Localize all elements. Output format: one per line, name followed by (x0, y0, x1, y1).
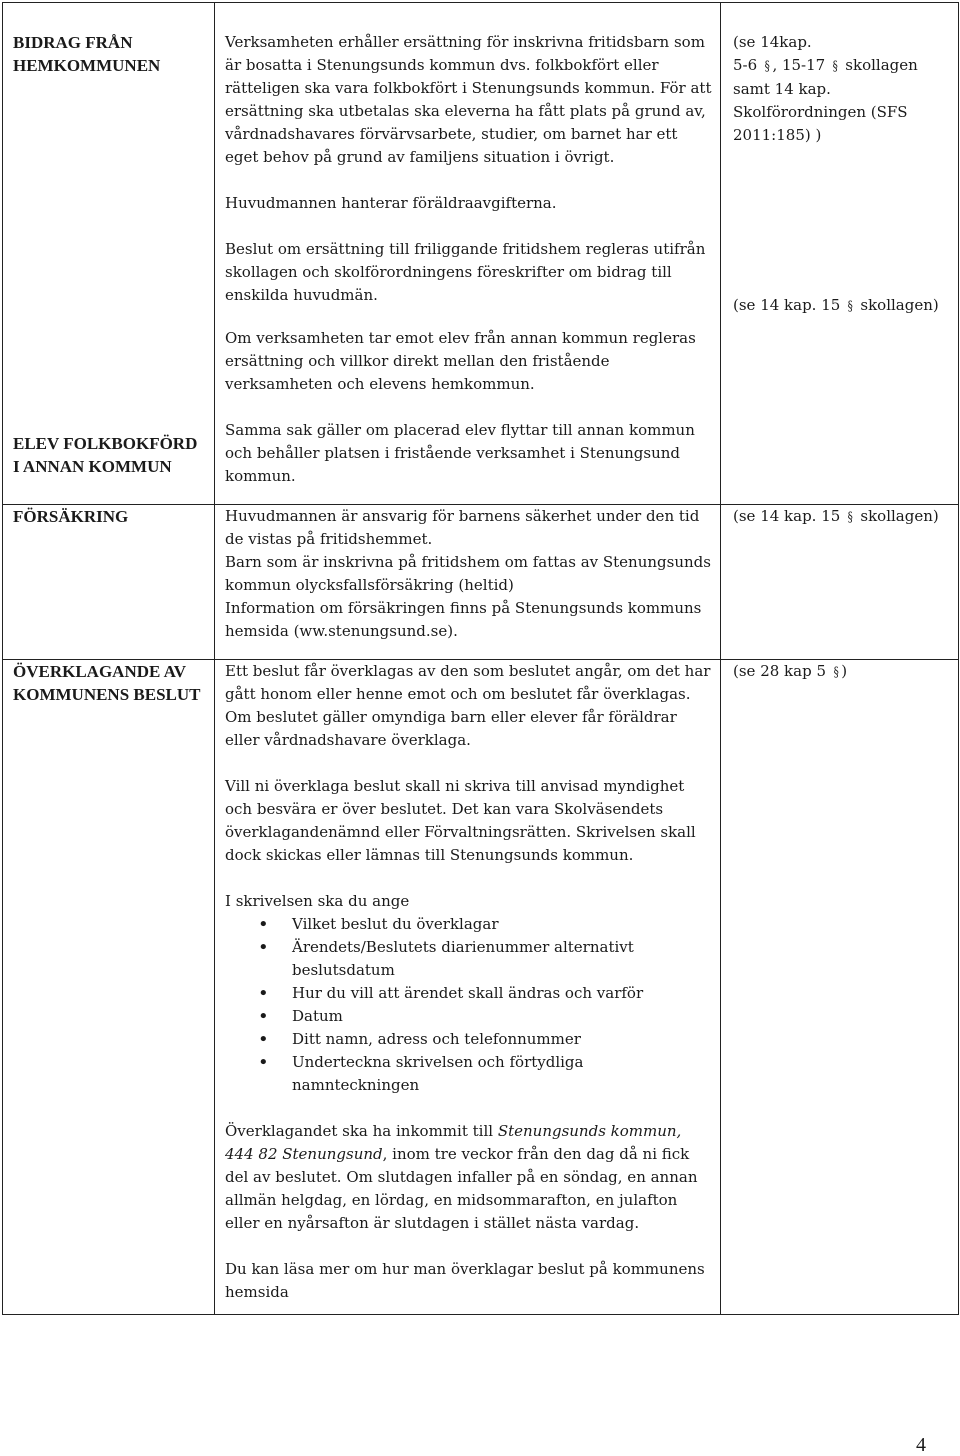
paragraph: Huvudmannen är ansvarig för barnens säkerhet under den tid de vistas på fritidshemmet. (225, 507, 700, 548)
section-sign-icon: § (847, 510, 853, 525)
row-reference-cell (721, 3, 959, 505)
law-reference: (se 14 kap. 15 § skollagen) (721, 147, 958, 318)
table-row (3, 505, 959, 660)
row-reference-cell (721, 660, 959, 1315)
paragraph: Beslut om ersättning till friliggande fritidshem regleras utifrån skollagen och skolförordningens föreskrifter om bidrag till enskilda huvudmän. (225, 240, 706, 304)
section-sign-icon: § (764, 59, 770, 74)
law-reference: (se 14 kap. 15 § skollagen) (721, 505, 958, 529)
more-info-paragraph: Du kan läsa mer om hur man överklagar beslut på kommunens hemsida (225, 1260, 705, 1301)
row-label-cell (3, 660, 215, 1315)
paragraph: Information om försäkringen finns på Stenungsunds kommuns hemsida (ww.stenungsund.se). (225, 599, 702, 640)
label-elev-folkbokford-annan-kommun: ELEV FOLKBOKFÖRD I ANNAN KOMMUN (13, 434, 198, 476)
section-sign-icon: § (832, 59, 838, 74)
row-reference-cell (721, 505, 959, 660)
paragraph: Barn som är inskrivna på fritidshem om fattas av Stenungsunds kommun olycksfallsförsäkring (heltid) (225, 553, 711, 594)
label-forsakring: FÖRSÄKRING (13, 507, 129, 526)
row-label-cell (3, 505, 215, 660)
list-item: • Ärendets/Beslutets diarienummer alternativt beslutsdatum (225, 936, 714, 982)
paragraph: Vill ni överklaga beslut skall ni skriva till anvisad myndighet och besvära er över beslutet. Det kan vara Skolväsendets överklagandenämnd eller Förvaltningsrätten. Skrivelsen skall dock skickas eller lämnas till Stenungsunds kommun. (225, 777, 696, 864)
list-item: • Ditt namn, adress och telefonnummer (225, 1028, 714, 1051)
list-item: • Vilket beslut du överklagar (225, 913, 714, 936)
mailing-address: Stenungsunds kommun, 444 82 Stenungsund (225, 1122, 682, 1163)
row-label-cell (3, 3, 215, 505)
list-item: • Underteckna skrivelsen och förtydliga namnteckningen (225, 1051, 714, 1097)
deadline-paragraph: Överklagandet ska ha inkommit till Stenungsunds kommun, 444 82 Stenungsund, inom tre veckor från den dag då ni fick del av beslutet. Om slutdagen infaller på en söndag, en annan allmän helgdag, en lördag, en midsommarafton, en julafton eller en nyårsafton är slutdagen i stället nästa vardag. (225, 1122, 698, 1232)
requirements-list (225, 913, 714, 1097)
table-row (3, 660, 959, 1315)
law-reference: (se 14kap. 5-6 § , 15-17 § skollagen samt 14 kap. Skolförordningen (SFS 2011:185) ) (733, 33, 918, 144)
list-item: • Hur du vill att ärendet skall ändras och varför (225, 982, 714, 1005)
paragraph: Ett beslut får överklagas av den som beslutet angår, om det har gått honom eller henne emot och om beslutet får överklagas. Om beslutet gäller omyndiga barn eller elever får föräldrar eller vårdnadshavare överklaga. (225, 662, 711, 749)
list-item: • Datum (225, 1005, 714, 1028)
label-overklagande: ÖVERKLAGANDE AV KOMMUNENS BESLUT (13, 662, 201, 704)
section-sign-icon: § (833, 665, 839, 680)
row-text-cell (215, 660, 721, 1315)
section-sign-icon: § (847, 299, 853, 314)
row-text-cell (215, 505, 721, 660)
row-text-cell (215, 3, 721, 505)
page-number: 4 (916, 1434, 926, 1456)
law-reference: (se 28 kap 5 § ) (721, 660, 958, 684)
paragraph: Om verksamheten tar emot elev från annan kommun regleras ersättning och villkor direkt mellan den fristående verksamheten och elevens hemkommun. (225, 329, 696, 393)
label-bidrag-fran-hemkommunen: BIDRAG FRÅN HEMKOMMUNEN (13, 33, 161, 75)
table-row (3, 3, 959, 505)
paragraph: Verksamheten erhåller ersättning för inskrivna fritidsbarn som är bosatta i Stenungsunds kommun dvs. folkbokfört eller rätteligen ska vara folkbokfört i Stenungsunds kommun. För att ersättning ska utbetalas ska eleverna ha fått plats på grund av, vårdnadshavares förvärvsarbete, studier, om barnet har ett eget behov på grund av familjens situation i övrigt. (225, 33, 712, 166)
list-intro: I skrivelsen ska du ange (225, 892, 410, 910)
paragraph: Samma sak gäller om placerad elev flyttar till annan kommun och behåller platsen i fristående verksamhet i Stenungsund kommun. (225, 421, 695, 485)
info-table (2, 2, 959, 1315)
paragraph: Huvudmannen hanterar föräldraavgifterna. (225, 194, 557, 212)
